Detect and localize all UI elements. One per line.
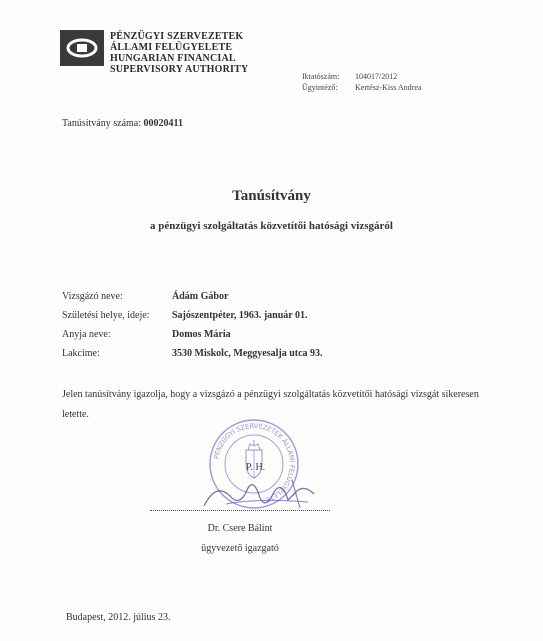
- mother-name-label: Anyja neve:: [62, 329, 111, 340]
- authority-logo: [60, 30, 104, 66]
- signer-title: ügyvezető igazgató: [201, 543, 279, 554]
- birth-place-date-value: Sajószentpéter, 1963. január 01.: [172, 310, 308, 321]
- file-number-label: Iktatószám:: [302, 72, 340, 81]
- org-name-line-1: PÉNZÜGYI SZERVEZETEK: [110, 31, 244, 42]
- document-subtitle: a pénzügyi szolgáltatás közvetítői hatósági vizsgáról: [150, 220, 393, 232]
- org-name-line-2: ÁLLAMI FELÜGYELETE: [110, 42, 233, 53]
- place-and-date: Budapest, 2012. július 23.: [66, 612, 171, 623]
- certificate-number-value: 00020411: [143, 118, 183, 129]
- handwritten-signature: [196, 474, 326, 514]
- candidate-name-label: Vizsgázó neve:: [62, 291, 123, 302]
- signature-line: [150, 510, 330, 511]
- org-name-line-4: SUPERVISORY AUTHORITY: [110, 64, 249, 75]
- stamp-ring-text: PÉNZÜGYI SZERVEZETEK ÁLLAMI FELÜGYELETE: [212, 421, 297, 504]
- document-title: Tanúsítvány: [232, 188, 311, 204]
- address-value: 3530 Miskolc, Meggyesalja utca 93.: [172, 348, 323, 359]
- stamp-ph: P. H.: [246, 462, 266, 473]
- signer-name: Dr. Csere Bálint: [207, 523, 273, 534]
- address-label: Lakcíme:: [62, 348, 100, 359]
- psze-logo-icon: [60, 30, 104, 66]
- certificate-number: [62, 118, 183, 129]
- certificate-number-label: Tanúsítvány száma:: [62, 118, 141, 129]
- mother-name-value: Domos Mária: [172, 329, 231, 340]
- birth-place-date-label: Születési helye, ideje:: [62, 310, 150, 321]
- certificate-statement: Jelen tanúsítvány igazolja, hogy a vizsgázó a pénzügyi szolgáltatás közvetítői hatósági vizsgát sikeresen letette.: [62, 389, 479, 420]
- org-name-line-3: HUNGARIAN FINANCIAL: [110, 53, 236, 64]
- handler-label: Ügyintéző:: [302, 83, 338, 92]
- file-number-value: 104017/2012: [355, 72, 398, 81]
- handler-value: Kertész-Kiss Andrea: [355, 83, 422, 92]
- candidate-name-value: Ádám Gábor: [172, 291, 229, 302]
